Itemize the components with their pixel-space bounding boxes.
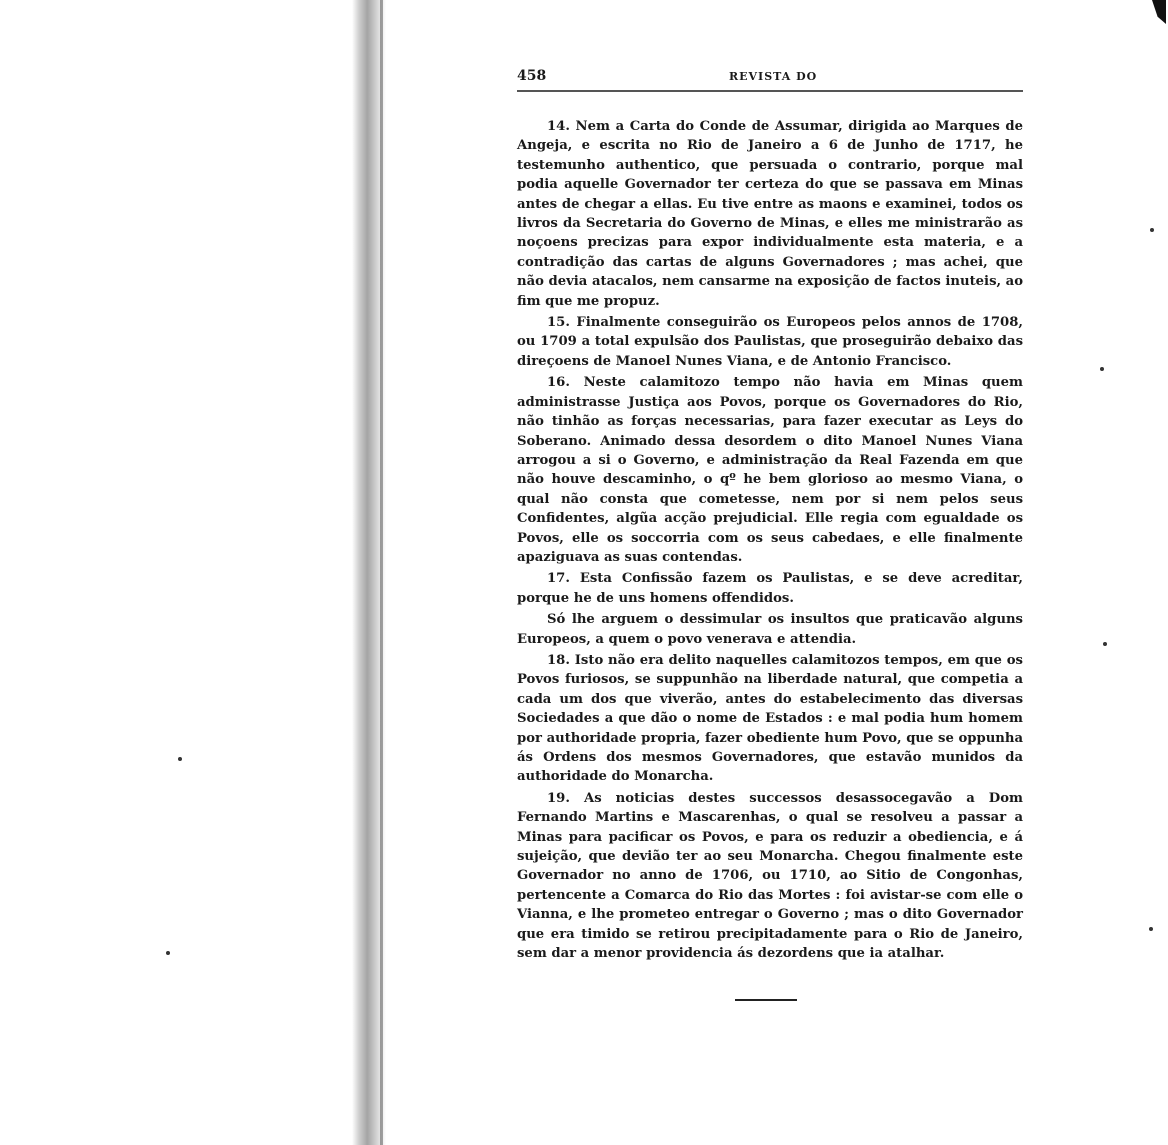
paragraph-18: 18. Isto não era delito naquelles calamitozos tempos, em que os Povos furiosos, se suppunhão na liberdade natural, que competia a cada um dos que viverão, antes do estabelecimento das diversas Sociedades a que dão o nome de Estados : e mal podia hum homem por authoridade propria, fazer obediente hum Povo, que se oppunha ás Ordens dos mesmos Governadores, que estavão munidos da authoridade do Monarcha. xyxy=(517,652,1023,785)
speck xyxy=(178,757,182,761)
page-header xyxy=(517,66,1023,92)
speck xyxy=(1100,367,1104,371)
paragraph-17: 17. Esta Confissão fazem os Paulistas, e se deve acreditar, porque he de uns homens offendidos. xyxy=(517,571,1023,606)
book-page xyxy=(517,66,1023,965)
speck xyxy=(1103,642,1107,646)
paragraph-19: 19. As noticias destes successos desassocegavão a Dom Fernando Martins e Mascarenhas, o qual se resolveu a passar a Minas para pacificar os Povos, e para os reduzir a obediencia, e á sujeição, que devião ter ao seu Monarcha. Chegou finalmente este Governador no anno de 1706, ou 1710, ao Sitio de Congonhas, pertencente a Comarca do Rio das Mortes : foi avistar-se com elle o Vianna, e lhe prometeo entregar o Governo ; mas o dito Governador que era timido se retirou precipitadamente para o Rio de Janeiro, sem dar a menor providencia ás dezordens que ia atalhar. xyxy=(517,790,1023,962)
running-head: REVISTA DO xyxy=(729,70,818,83)
binding-line xyxy=(380,0,383,1145)
speck xyxy=(166,951,170,955)
corner-mark xyxy=(1152,0,1166,24)
paragraph-17-continued: Só lhe arguem o dessimular os insultos que praticavão alguns Europeos, a quem o povo venerava e attendia. xyxy=(517,612,1023,647)
paragraph-14: 14. Nem a Carta do Conde de Assumar, dirigida ao Marques de Angeja, e escrita no Rio de Janeiro a 6 de Junho de 1717, he testemunho authentico, que persuada o contrario, porque mal podia aquelle Governador ter certeza do que se passava em Minas antes de chegar a ellas. Eu tive entre as maons e examinei, todos os livros da Secretaria do Governo de Minas, e elles me ministrarão as noçoens precizas para expor individualmente esta materia, e a contradição das cartas de alguns Governadores ; mas achei, que não devia atacalos, nem cansarme na exposição de factos inuteis, ao fim que me propuz. xyxy=(517,119,1024,309)
speck xyxy=(1149,927,1153,931)
speck xyxy=(1150,228,1154,232)
paragraph-16: 16. Neste calamitozo tempo não havia em Minas quem administrasse Justiça aos Povos, porque os Governadores do Rio, não tinhão as forças necessarias, para fazer executar as Leys do Soberano. Animado dessa desordem o dito Manoel Nunes Viana arrogou a si o Governo, e administração da Real Fazenda em que não houve descaminho, o qº he bem glorioso ao mesmo Viana, o qual não consta que cometesse, nem por si nem pelos seus Confidentes, algũa acção prejudicial. Elle regia com egualdade os Povos, elle os soccorria com os seus cabedaes, e elle finalmente apaziguava as suas contendas. xyxy=(517,375,1023,565)
body-text xyxy=(517,117,1023,963)
closing-rule xyxy=(735,999,797,1001)
paragraph-15: 15. Finalmente conseguirão os Europeos pelos annos de 1708, ou 1709 a total expulsão dos Paulistas, que proseguirão debaixo das direçoens de Manoel Nunes Viana, e de Antonio Francisco. xyxy=(517,315,1023,369)
page-number: 458 xyxy=(517,68,547,84)
